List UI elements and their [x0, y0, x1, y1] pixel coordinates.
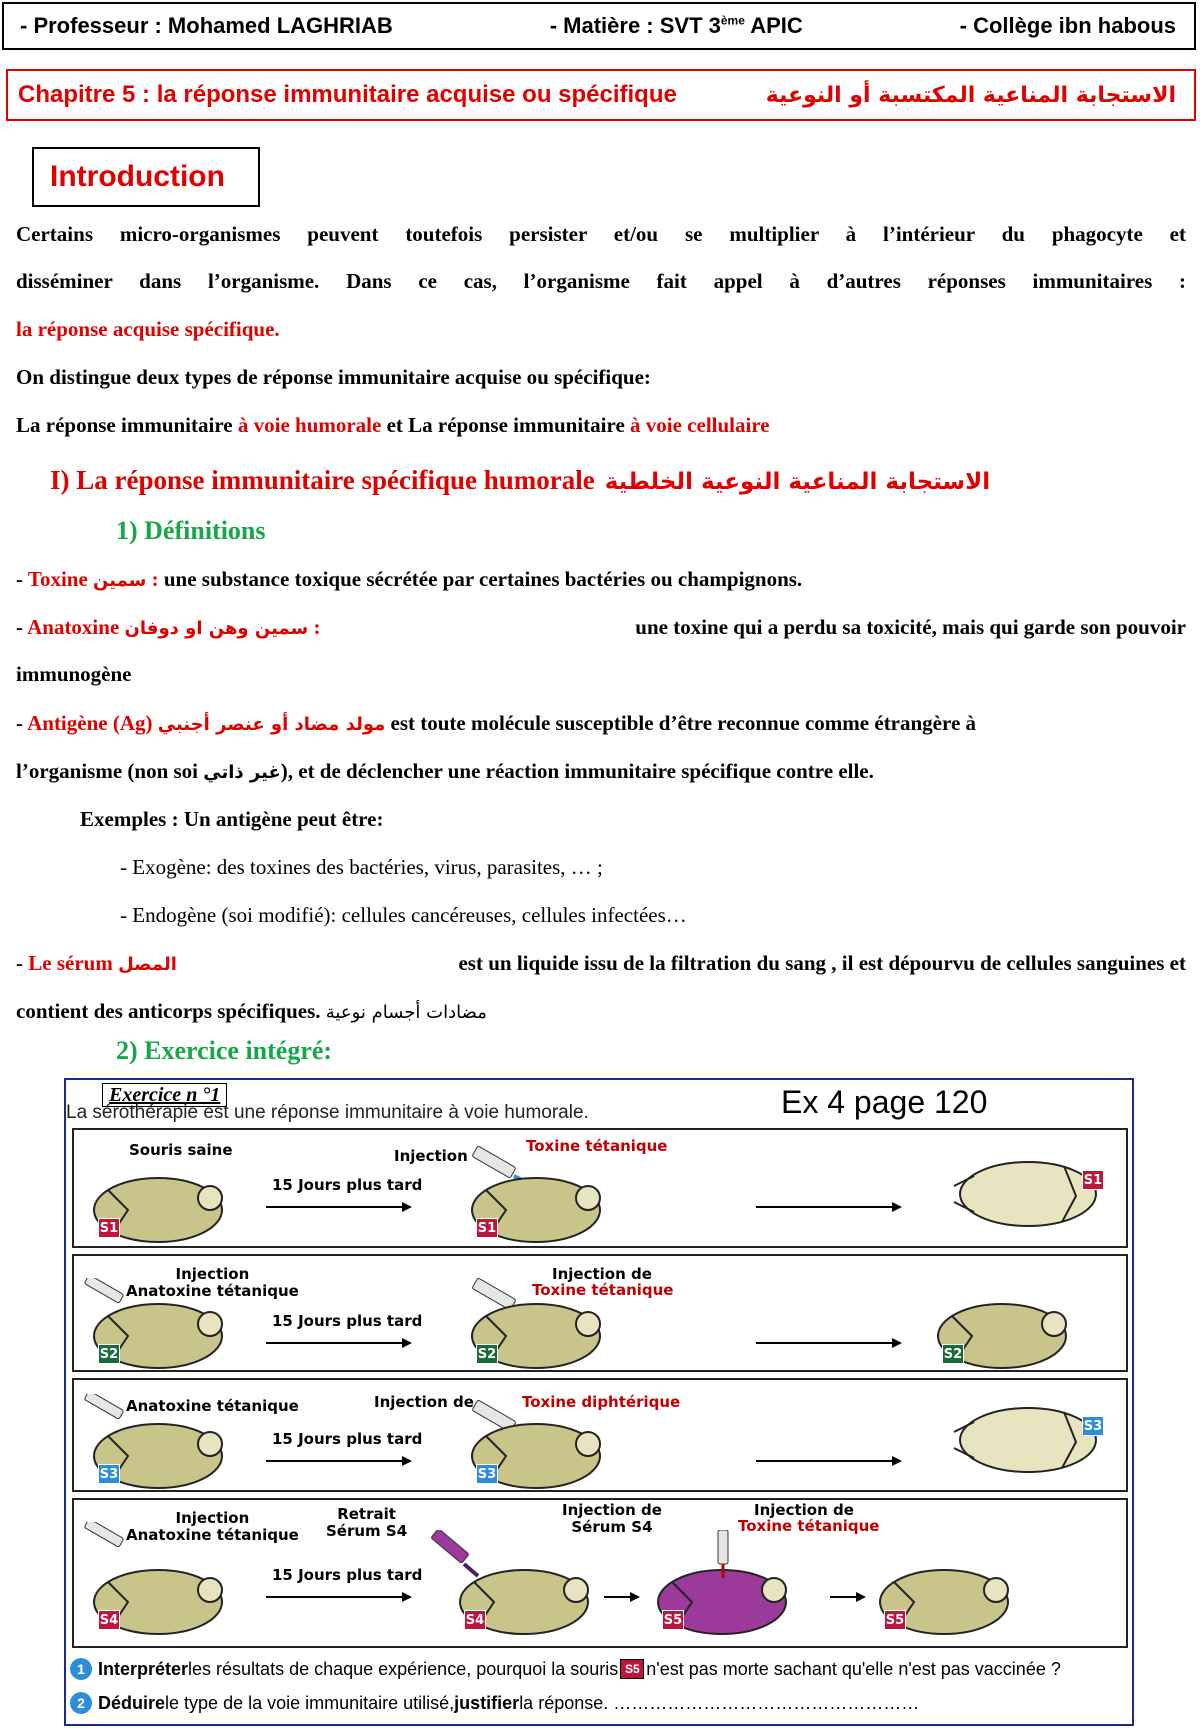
subject-prefix: - Matière : SVT 3 [549, 13, 721, 38]
panel-1-days-label: 15 Jours plus tard [272, 1176, 423, 1194]
def-serum-ar: المصل [118, 954, 177, 975]
def-antigene-term: Antigène (Ag) [27, 711, 158, 735]
panel-3-left-label: Anatoxine tétanique [126, 1397, 299, 1415]
pathways-cellular: à voie cellulaire [630, 413, 770, 437]
def-toxine: - Toxine سمين : une substance toxique sécrétée par certaines bactéries ou champignons. [16, 567, 803, 591]
panel-4-left-label: Injection Anatoxine tétanique [126, 1509, 299, 1544]
panel-2-left-label: Injection Anatoxine tétanique [126, 1265, 299, 1300]
intro-line-3: la réponse acquise spécifique. [16, 317, 280, 341]
pathways-text-a: La réponse immunitaire [16, 413, 238, 437]
example-exogene: - Exogène: des toxines des bactéries, virus, parasites, … ; [120, 855, 603, 879]
question-2-verb: Déduire [98, 1692, 166, 1713]
def-serum-line2-ar: مضادات أجسام نوعية [325, 1002, 487, 1023]
experiment-panel-3 [72, 1378, 1128, 1492]
question-2-text-a: le type de la voie immunitaire utilisé, [165, 1692, 455, 1713]
tag-s3-c: S3 [1082, 1416, 1104, 1436]
def-serum: - Le sérum المصل est un liquide issu de la filtration du sang , il est dépourvu de cellules sanguines et [16, 949, 1186, 979]
experiment-panel-2 [72, 1254, 1128, 1372]
question-2 [70, 1692, 919, 1714]
panel-4-inject-toxin-label: Injection de [754, 1501, 854, 1519]
examples-title: Exemples : Un antigène peut être: [80, 807, 384, 831]
tag-s1-a: S1 [98, 1218, 120, 1238]
chapter-title-box [6, 69, 1196, 121]
exercise-figure [64, 1078, 1134, 1726]
panel-4-syringe-icon-1 [78, 1522, 138, 1556]
question-1-tag: S5 [620, 1659, 644, 1679]
question-2-text-b: la réponse. …………………………………………… [519, 1692, 920, 1713]
tag-s1-b: S1 [476, 1218, 498, 1238]
def-serum-term: Le sérum [28, 951, 119, 975]
question-2-number: 2 [70, 1692, 92, 1714]
introduction-heading: Introduction [32, 147, 260, 207]
def-toxine-ar: سمين [93, 570, 147, 591]
tag-s5-a: S5 [662, 1610, 684, 1630]
def-toxine-colon: : [146, 567, 159, 591]
panel-2-days-label: 15 Jours plus tard [272, 1312, 423, 1330]
def-anatoxine-text: une toxine qui a perdu sa toxicité, mais qui garde son pouvoir [635, 615, 1186, 639]
panel-3-arrow-1 [264, 1454, 414, 1468]
tag-s2-a: S2 [98, 1344, 120, 1364]
tag-s4-b: S4 [464, 1610, 486, 1630]
subsection-definitions: 1) Définitions [116, 516, 266, 545]
tag-s5-b: S5 [884, 1610, 906, 1630]
def-toxine-text: une substance toxique sécrétée par certaines bactéries ou champignons. [158, 567, 803, 591]
panel-3-days-label: 15 Jours plus tard [272, 1430, 423, 1448]
panel-1-mid-label: Injection [394, 1147, 468, 1165]
professor-label: - Professeur : Mohamed LAGHRIAB [20, 13, 393, 38]
section-1-title [50, 465, 990, 496]
question-1-text-b: n'est pas morte sachant qu'elle n'est pas vaccinée ? [646, 1658, 1061, 1679]
exercise-title: Exercice n °1 [102, 1083, 227, 1107]
panel-2-mid-label: Injection de [552, 1265, 652, 1283]
def-antigene-text: est toute molécule susceptible d’être reconnue comme étrangère à [385, 711, 977, 735]
panel-3-mouse-dead [944, 1402, 1104, 1478]
section-1-title-fr: I) La réponse immunitaire spécifique humorale [50, 465, 595, 495]
panel-4-inject-toxin-label-red: Toxine tétanique [738, 1517, 880, 1535]
subject-label [550, 13, 803, 39]
panel-3-arrow-2 [754, 1454, 904, 1468]
intro-line-2: disséminer dans l’organisme. Dans ce cas, l’organisme fait appel à d’autres réponses immunitaires : [16, 269, 1186, 293]
tag-s3-a: S3 [98, 1464, 120, 1484]
def-anatoxine-ar: سمين وهن او دوفان [124, 618, 309, 639]
panel-3-mid-label: Injection de [374, 1393, 474, 1411]
panel-4-inject-serum-label: Injection de Sérum S4 [562, 1501, 662, 1536]
question-1-text-a: les résultats de chaque expérience, pourquoi la souris [188, 1658, 619, 1679]
panel-2-arrow-2 [754, 1336, 904, 1350]
exercise-page-ref: Ex 4 page 120 [781, 1084, 988, 1120]
panel-1-left-label: Souris saine [129, 1141, 233, 1159]
panel-1-mid-label-red: Toxine tétanique [526, 1137, 668, 1155]
panel-4-withdraw-label: Retrait Sérum S4 [326, 1505, 408, 1540]
question-2-verb-2: justifier [454, 1692, 520, 1713]
panel-4-arrow-1 [264, 1590, 414, 1604]
tag-s2-b: S2 [476, 1344, 498, 1364]
example-endogene: - Endogène (soi modifié): cellules cancéreuses, cellules infectées… [120, 903, 687, 927]
panel-4-days-label: 15 Jours plus tard [272, 1566, 423, 1584]
panel-4-arrow-2 [602, 1590, 642, 1604]
question-1 [70, 1658, 1061, 1680]
subsection-exercise: 2) Exercice intégré: [116, 1036, 333, 1065]
experiment-panel-4 [72, 1498, 1128, 1648]
intro-types-line: On distingue deux types de réponse immunitaire acquise ou spécifique: [16, 365, 651, 389]
chapter-title-ar: الاستجابة المناعية المكتسبة أو النوعية [765, 82, 1176, 108]
chapter-title-fr: Chapitre 5 : la réponse immunitaire acquise ou spécifique [18, 81, 677, 108]
def-serum-text: est un liquide issu de la filtration du sang , il est dépourvu de cellules sanguines et [458, 951, 1186, 975]
def-antigene-line-2 [16, 757, 874, 787]
tag-s1-c: S1 [1082, 1170, 1104, 1190]
def-antigene-line2-ar: غير ذاتي [203, 762, 281, 783]
def-serum-line-2 [16, 997, 487, 1027]
intro-line-1: Certains micro-organismes peuvent toutefois persister et/ou se multiplier à l’intérieur du phagocyte et [16, 222, 1186, 246]
panel-4-syringe-icon-3 [704, 1530, 744, 1580]
def-anatoxine-term: Anatoxine [27, 615, 125, 639]
tag-s4-a: S4 [98, 1610, 120, 1630]
def-antigene: - Antigène (Ag) مولد مضاد أو عنصر أجنبي est toute molécule susceptible d’être reconnue comme étrangère à [16, 711, 977, 735]
def-anatoxine-colon: : [308, 615, 321, 639]
question-1-number: 1 [70, 1658, 92, 1680]
panel-4-arrow-3 [828, 1590, 868, 1604]
subject-sup: ème [720, 13, 745, 28]
tag-s3-b: S3 [476, 1464, 498, 1484]
def-anatoxine: - Anatoxine سمين وهن او دوفان : une toxine qui a perdu sa toxicité, mais qui garde son pouvoir [16, 613, 1186, 643]
def-anatoxine-line-2: immunogène [16, 662, 132, 686]
def-antigene-ar: مولد مضاد أو عنصر أجنبي [157, 714, 386, 735]
panel-1-mouse-dead [944, 1156, 1104, 1232]
school-label: - Collège ibn habous [959, 13, 1176, 38]
exercise-subtitle: La sérothérapie est une réponse immunitaire à voie humorale. [66, 1102, 589, 1123]
experiment-panel-1 [72, 1128, 1128, 1248]
question-1-verb: Interpréter [98, 1658, 189, 1679]
panel-1-arrow-2 [754, 1200, 904, 1214]
panel-2-arrow-1 [264, 1336, 414, 1350]
def-antigene-line2-b: ), et de déclencher une réaction immunitaire spécifique contre elle. [280, 759, 874, 783]
def-antigene-line2-a: l’organisme (non soi [16, 759, 204, 783]
header-bar [2, 2, 1196, 50]
panel-2-mid-label-red: Toxine tétanique [532, 1281, 674, 1299]
intro-pathways-line [16, 411, 770, 439]
pathways-humoral: à voie humorale [237, 413, 382, 437]
panel-1-arrow-1 [264, 1200, 414, 1214]
section-1-title-ar: الاستجابة المناعية النوعية الخلطية [604, 469, 991, 495]
def-serum-line2-fr: contient des anticorps spécifiques. [16, 999, 326, 1023]
tag-s2-c: S2 [942, 1344, 964, 1364]
def-toxine-term: Toxine [27, 567, 94, 591]
subject-suffix: APIC [744, 13, 803, 38]
pathways-text-c: et La réponse immunitaire [381, 413, 631, 437]
panel-3-mid-label-red: Toxine diphtérique [522, 1393, 681, 1411]
